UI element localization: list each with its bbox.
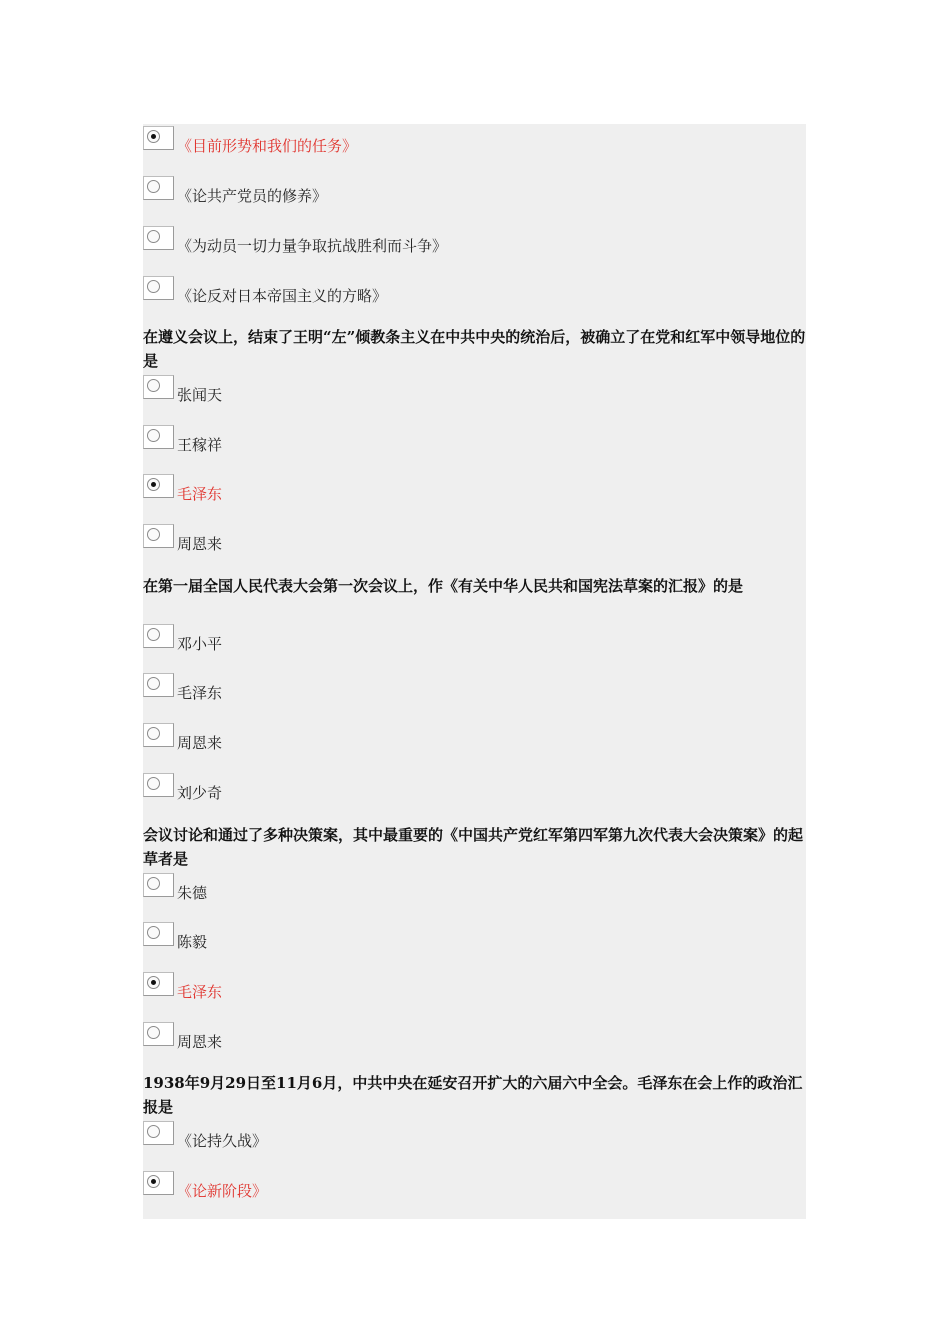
radio-box[interactable] (143, 972, 174, 996)
radio-box[interactable] (143, 226, 174, 250)
option-label: 周恩来 (177, 1033, 223, 1051)
radio-box[interactable] (143, 276, 174, 300)
option-label: 刘少奇 (177, 784, 223, 802)
radio-icon[interactable] (147, 926, 160, 939)
option-label: 周恩来 (177, 535, 223, 553)
radio-icon[interactable] (147, 628, 160, 641)
option-row[interactable] (143, 425, 806, 455)
option-label: 《目前形势和我们的任务》 (177, 137, 358, 155)
radio-selected-icon[interactable] (147, 976, 160, 989)
option-row[interactable] (143, 524, 806, 554)
option-row[interactable] (143, 773, 806, 803)
option-row[interactable] (143, 176, 806, 206)
option-label: 周恩来 (177, 734, 223, 752)
option-label: 《为动员一切力量争取抗战胜利而斗争》 (177, 237, 448, 255)
option-label: 《论反对日本帝国主义的方略》 (177, 287, 388, 305)
option-label: 邓小平 (177, 635, 223, 653)
radio-icon[interactable] (147, 429, 160, 442)
question-text: 会议讨论和通过了多种决策案，其中最重要的《中国共产党红军第四军第九次代表大会决策案》的起草者是 (143, 826, 804, 868)
option-row[interactable] (143, 276, 806, 306)
radio-icon[interactable] (147, 280, 160, 293)
radio-selected-icon[interactable] (147, 130, 160, 143)
radio-icon[interactable] (147, 677, 160, 690)
option-label: 王稼祥 (177, 436, 223, 454)
radio-icon[interactable] (147, 727, 160, 740)
radio-box[interactable] (143, 425, 174, 449)
radio-box[interactable] (143, 773, 174, 797)
option-label: 《论持久战》 (177, 1132, 268, 1150)
radio-box[interactable] (143, 673, 174, 697)
option-label: 朱德 (177, 884, 208, 902)
radio-selected-icon[interactable] (147, 478, 160, 491)
question-text: 在第一届全国人民代表大会第一次会议上，作《有关中华人民共和国宪法草案的汇报》的是 (143, 577, 744, 595)
option-row[interactable] (143, 474, 806, 504)
radio-icon[interactable] (147, 180, 160, 193)
radio-box[interactable] (143, 873, 174, 897)
radio-box[interactable] (143, 723, 174, 747)
option-row[interactable] (143, 922, 806, 952)
option-label: 毛泽东 (177, 983, 223, 1001)
radio-box[interactable] (143, 1171, 174, 1195)
radio-box[interactable] (143, 524, 174, 548)
radio-box[interactable] (143, 1022, 174, 1046)
radio-icon[interactable] (147, 230, 160, 243)
radio-icon[interactable] (147, 379, 160, 392)
radio-icon[interactable] (147, 877, 160, 890)
radio-box[interactable] (143, 126, 174, 150)
radio-box[interactable] (143, 176, 174, 200)
option-label: 张闻天 (177, 386, 223, 404)
option-row[interactable] (143, 972, 806, 1002)
option-row[interactable] (143, 375, 806, 405)
option-row[interactable] (143, 1121, 806, 1151)
option-label: 毛泽东 (177, 684, 223, 702)
radio-box[interactable] (143, 1121, 174, 1145)
option-row[interactable] (143, 1022, 806, 1052)
radio-box[interactable] (143, 624, 174, 648)
quiz-panel (143, 124, 806, 1219)
radio-box[interactable] (143, 375, 174, 399)
option-label: 《论新阶段》 (177, 1182, 268, 1200)
radio-box[interactable] (143, 922, 174, 946)
radio-icon[interactable] (147, 528, 160, 541)
option-label: 《论共产党员的修养》 (177, 187, 328, 205)
option-row[interactable] (143, 723, 806, 753)
option-label: 陈毅 (177, 933, 208, 951)
question-text: 在遵义会议上，结束了王明“左”倾教条主义在中共中央的统治后，被确立了在党和红军中领导地位的是 (143, 328, 806, 370)
radio-icon[interactable] (147, 1026, 160, 1039)
option-row[interactable] (143, 673, 806, 703)
option-row[interactable] (143, 226, 806, 256)
option-row[interactable] (143, 873, 806, 903)
option-row[interactable] (143, 126, 806, 156)
question-text: 1938年9月29日至11月6月，中共中央在延安召开扩大的六届六中全会。毛泽东在会上作的政治汇报是 (143, 1074, 803, 1116)
radio-icon[interactable] (147, 1125, 160, 1138)
radio-icon[interactable] (147, 777, 160, 790)
option-row[interactable] (143, 624, 806, 654)
option-label: 毛泽东 (177, 485, 223, 503)
option-row[interactable] (143, 1171, 806, 1201)
radio-selected-icon[interactable] (147, 1175, 160, 1188)
radio-box[interactable] (143, 474, 174, 498)
